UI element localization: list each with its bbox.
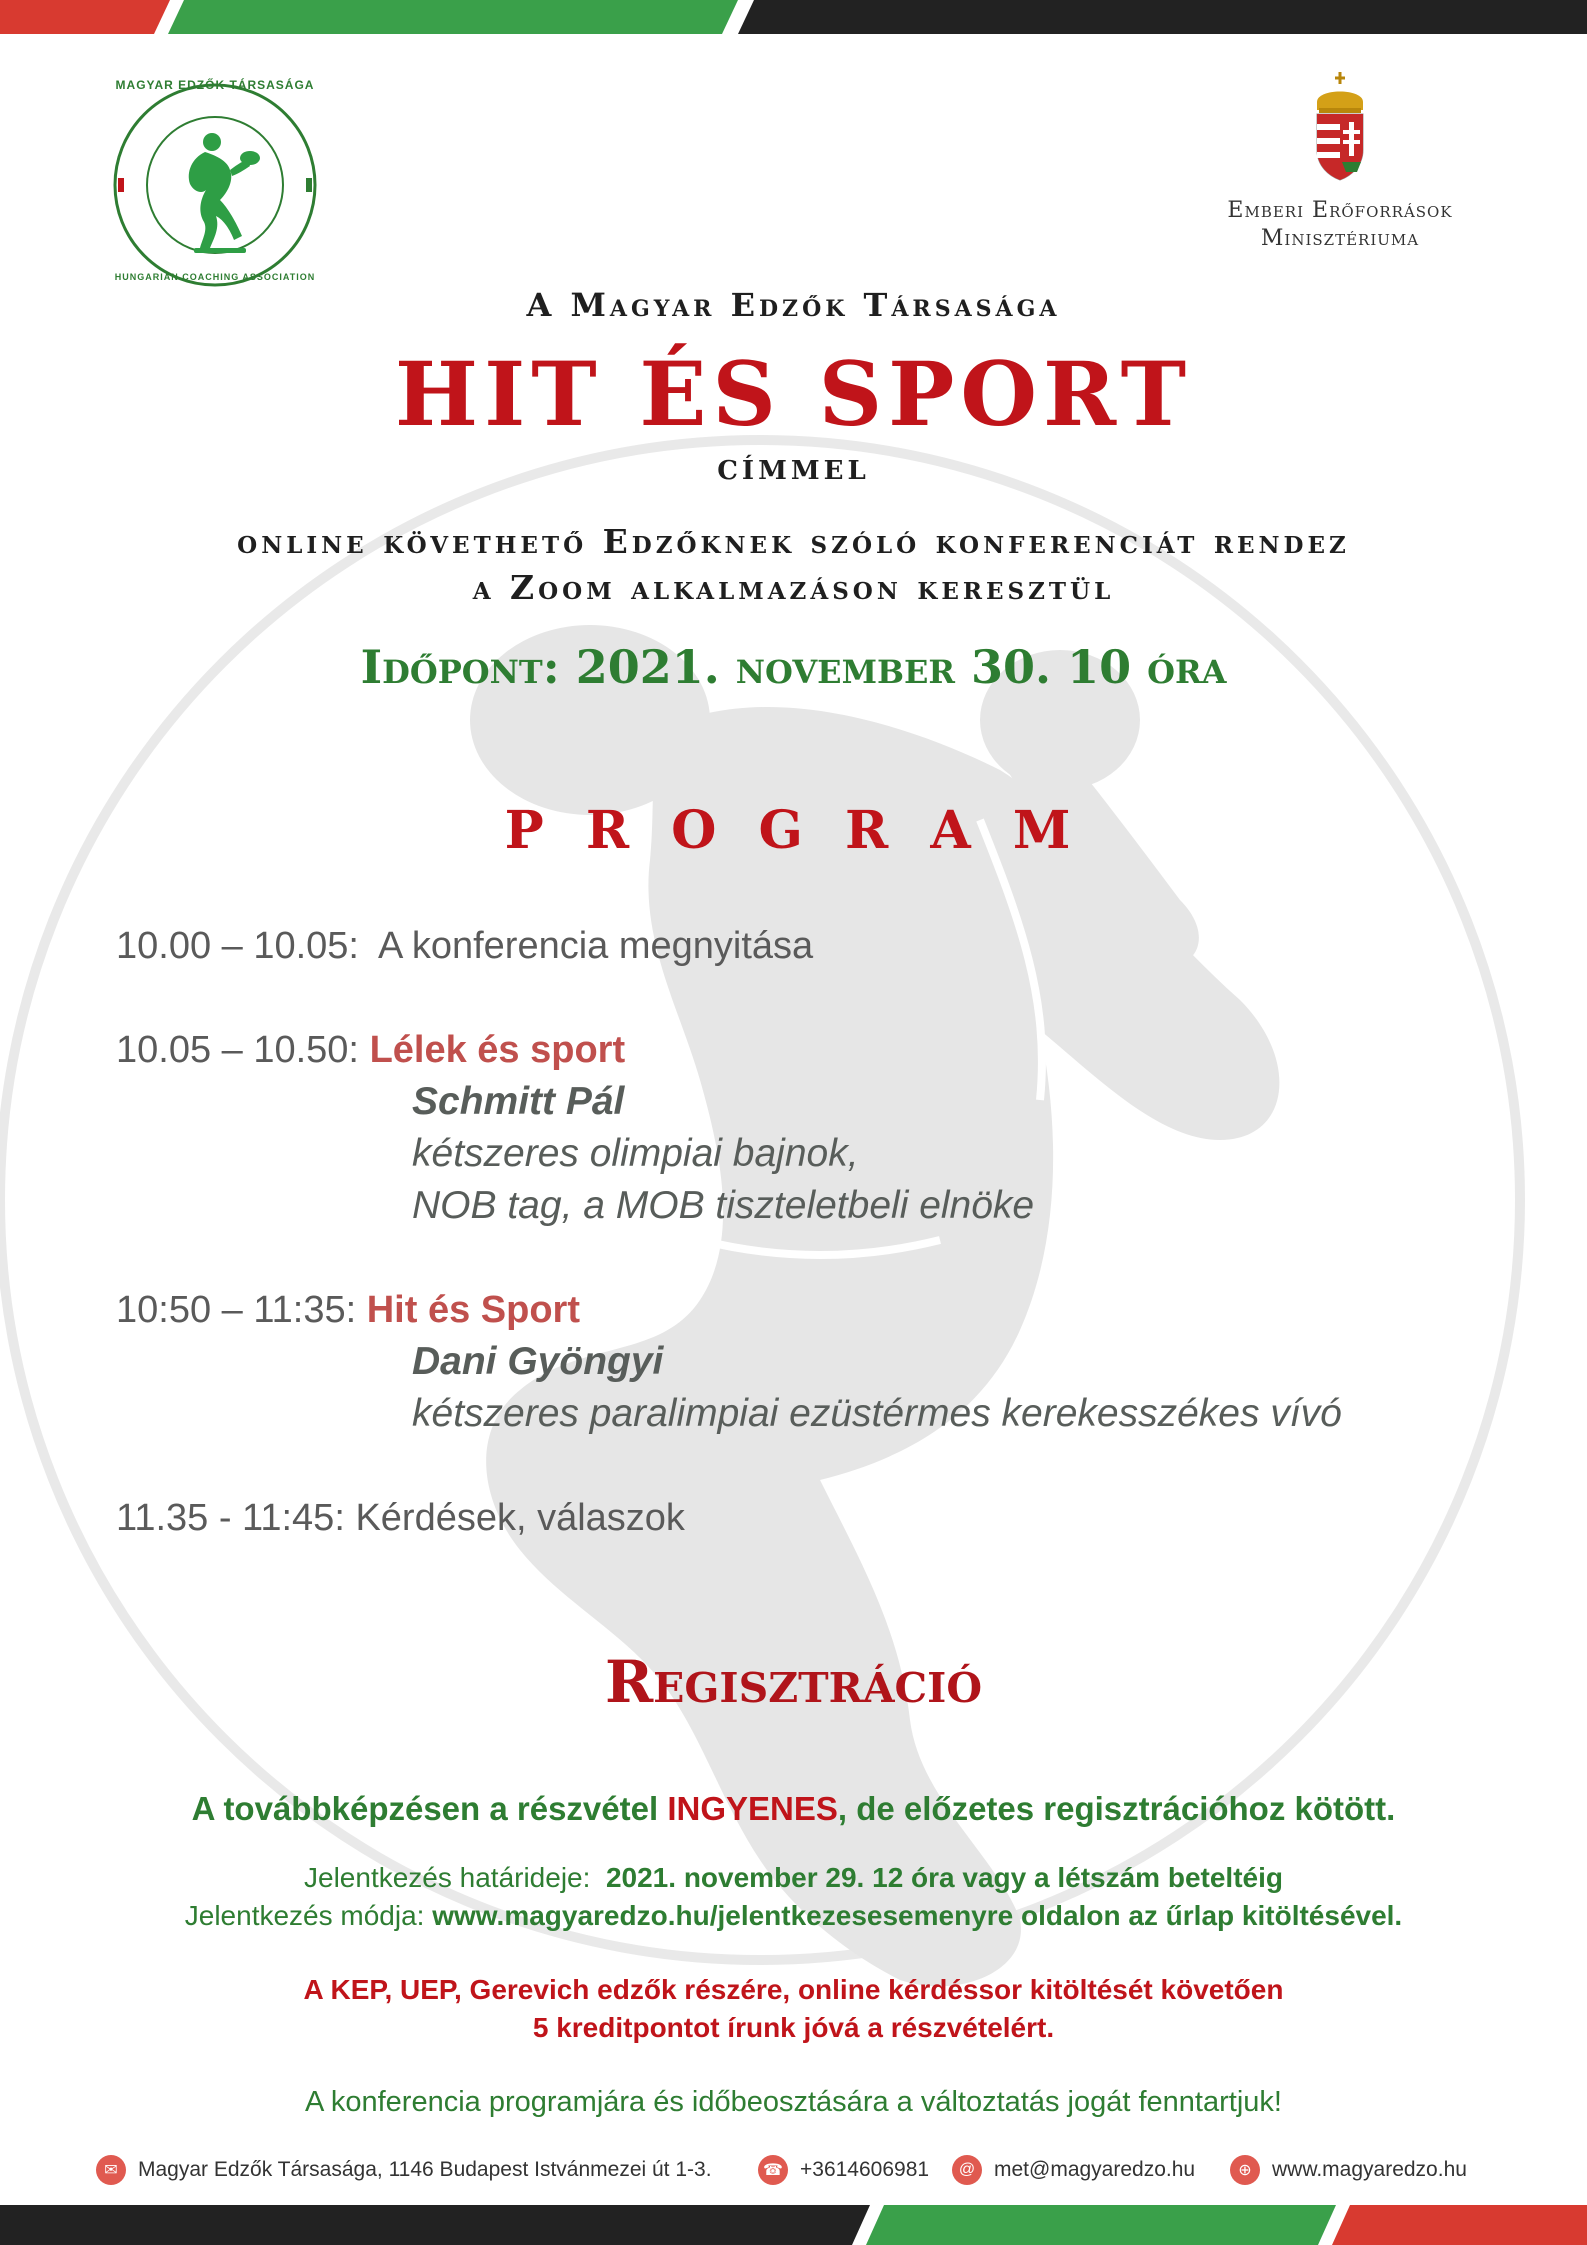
- program-item-1: [116, 920, 813, 972]
- description-line1: online követhető Edzőknek szóló konferenciát rendez: [237, 522, 1350, 561]
- event-title: HIT ÉS SPORT: [394, 342, 1193, 446]
- mode-line: [0, 1900, 1587, 1932]
- top-stripe-red: [0, 0, 170, 34]
- program-heading: P R O G R A M: [504, 800, 1083, 861]
- disclaimer: A konferencia programjára és időbeosztására a változtatás jogát fenntartjuk!: [305, 2086, 1282, 2118]
- registration-link[interactable]: www.magyaredzo.hu/jelentkezesesemenyre oldalon az űrlap kitöltésével.: [432, 1900, 1403, 1931]
- mode-label: Jelentkezés módja:: [184, 1900, 425, 1931]
- registration-free-line: [0, 1790, 1587, 1828]
- program-item-desc: kétszeres paralimpiai ezüstérmes kerekesszékes vívó: [412, 1392, 1342, 1435]
- ministry-name-line2: Minisztériuma: [1260, 226, 1420, 251]
- program-item-time: 11.35 - 11:45:: [116, 1497, 345, 1539]
- program-item-title: Hit és Sport: [366, 1289, 580, 1331]
- bottom-stripe-green: [866, 2205, 1336, 2245]
- program-item-title: A konferencia megnyitása: [378, 925, 814, 967]
- bottom-stripe-red: [1332, 2205, 1587, 2245]
- description-line2: a Zoom alkalmazáson keresztül: [472, 568, 1115, 607]
- phone-icon: ☎: [758, 2155, 788, 2185]
- met-logo: [110, 80, 320, 290]
- top-stripe-green: [168, 0, 738, 34]
- registration-heading: Regisztráció: [604, 1648, 983, 1716]
- program-item-speaker: Schmitt Pál: [412, 1080, 625, 1123]
- footer-phone-text: +3614606981: [800, 2158, 930, 2181]
- footer-address-text: Magyar Edzők Társasága, 1146 Budapest Istvánmezei út 1-3.: [138, 2158, 712, 2181]
- footer-email[interactable]: [952, 2150, 1195, 2190]
- mail-icon: ✉: [96, 2155, 126, 2185]
- program-item-time: 10.05 – 10.50:: [116, 1029, 359, 1071]
- footer-address: [96, 2150, 712, 2190]
- free-pre: A továbbképzésen a részvétel: [191, 1790, 659, 1827]
- footer-phone[interactable]: [758, 2150, 929, 2190]
- program-item-desc: NOB tag, a MOB tiszteletbeli elnöke: [412, 1184, 1035, 1227]
- program-item-time: 10:50 – 11:35:: [116, 1289, 357, 1331]
- free-word: INGYENES: [667, 1790, 838, 1827]
- event-datetime: Időpont: 2021. november 30. 10 óra: [360, 640, 1227, 694]
- deadline-line: [0, 1862, 1587, 1894]
- free-post: , de előzetes regisztrációhoz kötött.: [837, 1790, 1396, 1827]
- footer-web[interactable]: [1230, 2150, 1467, 2190]
- credit-line2: 5 kreditpontot írunk jóvá a részvételért.: [532, 2012, 1055, 2043]
- at-icon: @: [952, 2155, 982, 2185]
- bottom-stripe-dark: [0, 2205, 870, 2245]
- hungarian-coat-of-arms-icon: [1309, 72, 1371, 182]
- program-item-desc: kétszeres olimpiai bajnok,: [412, 1132, 859, 1175]
- footer-web-text: www.magyaredzo.hu: [1272, 2158, 1467, 2181]
- logo-arc-text-top: MAGYAR EDZŐK TÁRSASÁGA: [115, 78, 315, 92]
- logo-arc-text-bottom: HUNGARIAN COACHING ASSOCIATION: [114, 272, 316, 282]
- globe-icon: ⊕: [1230, 2155, 1260, 2185]
- program-item-3: [116, 1284, 580, 1336]
- deadline-label: Jelentkezés határideje:: [304, 1862, 591, 1893]
- program-item-time: 10.00 – 10.05:: [116, 925, 359, 967]
- program-item-title: Lélek és sport: [369, 1029, 626, 1071]
- program-item-2: [116, 1024, 625, 1076]
- footer-email-text: met@magyaredzo.hu: [994, 2158, 1196, 2181]
- ministry-name-line1: Emberi Erőforrások: [1227, 198, 1453, 223]
- program-item-title: Kérdések, válaszok: [355, 1497, 685, 1539]
- ministry-logo: [1180, 72, 1500, 262]
- top-stripe-dark: [738, 0, 1587, 34]
- credit-line1: A KEP, UEP, Gerevich edzők részére, online kérdéssor kitöltését követően: [303, 1974, 1284, 2005]
- deadline-value: 2021. november 29. 12 óra vagy a létszám beteltéig: [605, 1862, 1283, 1893]
- organizer-line: A Magyar Edzők Társasága: [526, 286, 1061, 324]
- program-item-4: [116, 1492, 685, 1544]
- program-item-speaker: Dani Gyöngyi: [412, 1340, 664, 1383]
- subtitle-cimmel: CÍMMEL: [717, 456, 870, 486]
